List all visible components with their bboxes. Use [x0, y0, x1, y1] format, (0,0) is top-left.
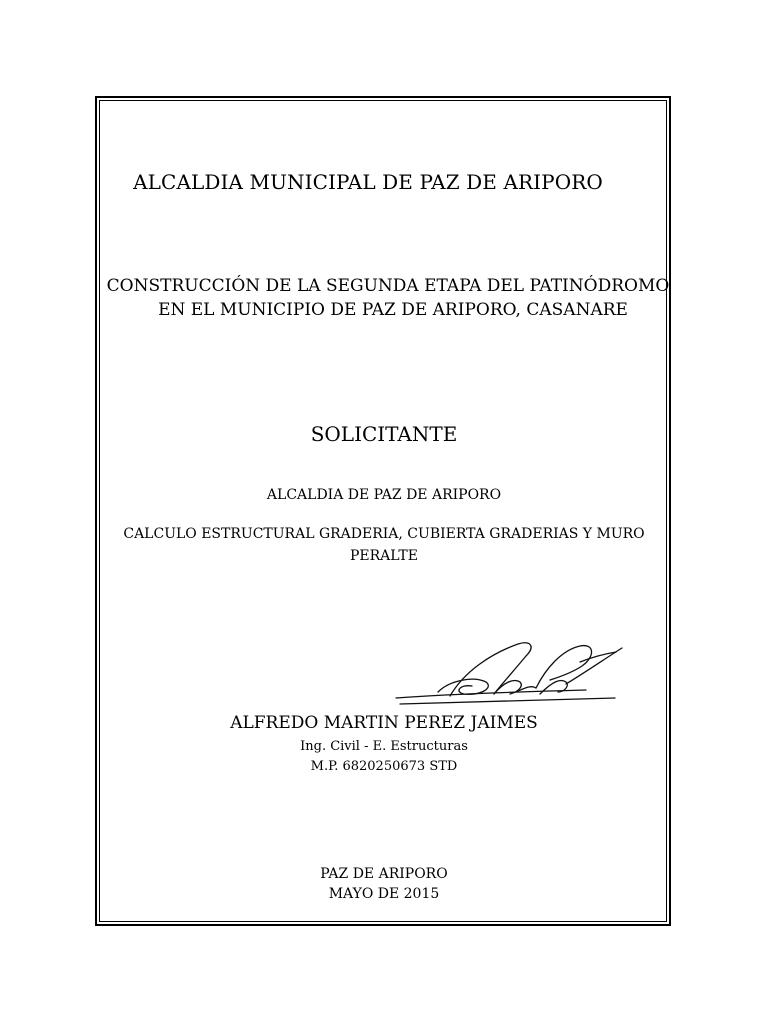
scope-line-1: CALCULO ESTRUCTURAL GRADERIA, CUBIERTA GRADERIAS Y MURO [123, 526, 645, 542]
engineer-name: ALFREDO MARTIN PEREZ JAIMES [230, 713, 538, 733]
project-title-line-2: EN EL MUNICIPIO DE PAZ DE ARIPORO, CASANARE [158, 300, 628, 320]
date: MAYO DE 2015 [328, 886, 440, 902]
project-title [0, 274, 768, 322]
applicant-heading: SOLICITANTE [310, 422, 458, 446]
place: PAZ DE ARIPORO [320, 866, 448, 882]
engineer-title: Ing. Civil - E. Estructuras [300, 739, 468, 754]
scope-description [0, 523, 768, 567]
page-border-inner [99, 100, 667, 922]
office-title: ALCALDIA MUNICIPAL DE PAZ DE ARIPORO [133, 170, 603, 194]
project-title-line-1: CONSTRUCCIÓN DE LA SEGUNDA ETAPA DEL PATINÓDROMO [106, 276, 670, 296]
handwritten-signature [390, 632, 630, 712]
place-and-date [0, 864, 768, 904]
applicant-name: ALCALDIA DE PAZ DE ARIPORO [266, 487, 502, 503]
engineer-registration: M.P. 6820250673 STD [310, 759, 458, 774]
scope-line-2: PERALTE [349, 548, 418, 564]
